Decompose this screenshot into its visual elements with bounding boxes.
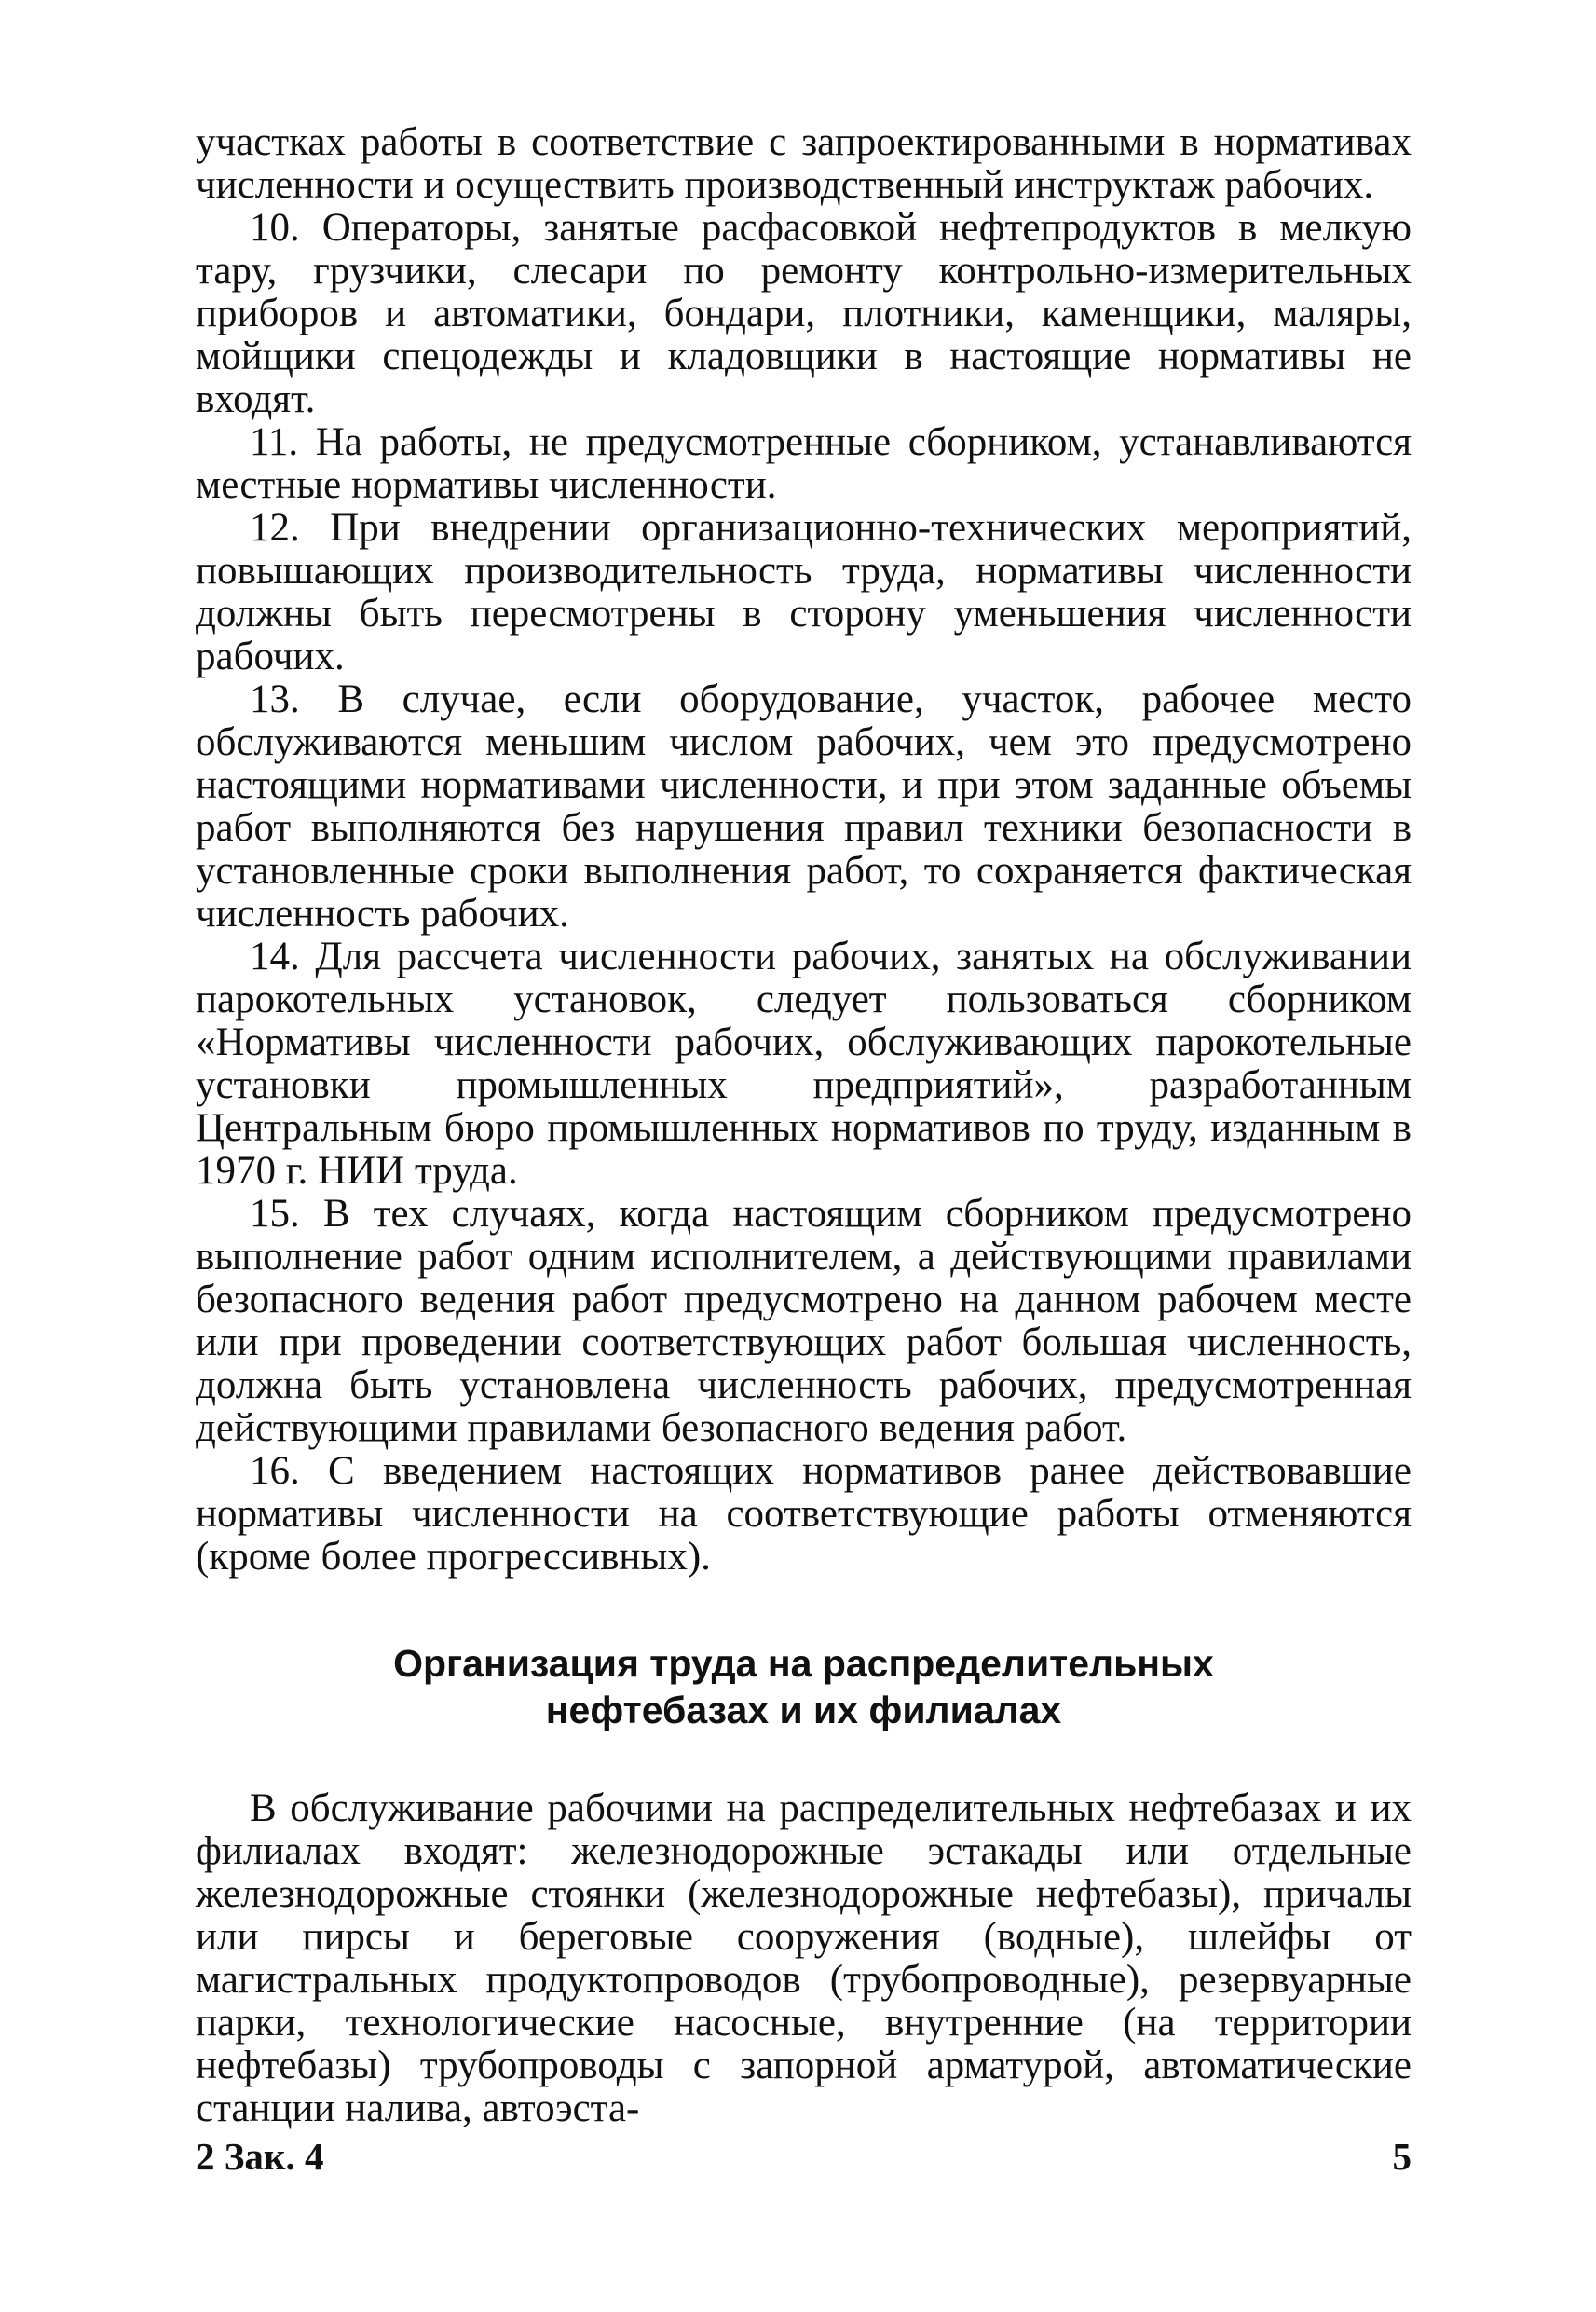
paragraph-14: 14. Для рассчета численности рабочих, занятых на обслуживании парокотельных установок, следует пользоваться сборником «Нормативы численности рабочих, обслуживающих парокотельные установки промышленных предприятий», разработанным Центральным бюро промышленных нормативов по труду, изданным в 1970 г. НИИ труда. <box>196 935 1412 1193</box>
section-heading <box>196 1640 1412 1733</box>
paragraph-16: 16. С введением настоящих нормативов ранее действовавшие нормативы численности на соответствующие работы отменяются (кроме более прогрессивных). <box>196 1449 1412 1579</box>
paragraph-12: 12. При внедрении организационно-технических мероприятий, повышающих производительность труда, нормативы численности должны быть пересмотрены в сторону уменьшения численности рабочих. <box>196 506 1412 678</box>
section-heading-line-2: нефтебазах и их филиалах <box>545 1689 1062 1731</box>
section-heading-line-1: Организация труда на распределительных <box>393 1642 1214 1685</box>
print-order-mark: 2 Зак. 4 <box>196 2135 324 2178</box>
page-text-block <box>196 121 1412 2130</box>
paragraph-10: 10. Операторы, занятые расфасовкой нефтепродуктов в мелкую тару, грузчики, слесари по ремонту контрольно-измерительных приборов и автоматики, бондари, плотники, каменщики, маляры, мойщики спецодежды и кладовщики в настоящие нормативы не входят. <box>196 206 1412 421</box>
paragraph-section-intro: В обслуживание рабочими на распределительных нефтебазах и их филиалах входят: железнодорожные эстакады или отдельные железнодорожные стоянки (железнодорожные нефтебазы), причалы или пирсы и береговые сооружения (водные), шлейфы от магистральных продуктопроводов (трубопроводные), резервуарные парки, технологические насосные, внутренние (на территории нефтебазы) трубопроводы с запорной арматурой, автоматические станции налива, автоэста- <box>196 1786 1412 2130</box>
paragraph-13: 13. В случае, если оборудование, участок, рабочее место обслуживаются меньшим числом рабочих, чем это предусмотрено настоящими нормативами численности, и при этом заданные объемы работ выполняются без нарушения правил техники безопасности в установленные сроки выполнения работ, то сохраняется фактическая численность рабочих. <box>196 677 1412 936</box>
paragraph-continued: участках работы в соответствие с запроектированными в нормативах численности и осуществить производственный инструктаж рабочих. <box>196 120 1412 207</box>
paragraph-11: 11. На работы, не предусмотренные сборником, устанавливаются местные нормативы численности. <box>196 420 1412 507</box>
page-number: 5 <box>1392 2135 1412 2178</box>
paragraph-15: 15. В тех случаях, когда настоящим сборником предусмотрено выполнение работ одним исполнителем, а действующими правилами безопасного ведения работ предусмотрено на данном рабочем месте или при проведении соответствующих работ большая численность, должна быть установлена численность рабочих, предусмотренная действующими правилами безопасного ведения работ. <box>196 1192 1412 1450</box>
